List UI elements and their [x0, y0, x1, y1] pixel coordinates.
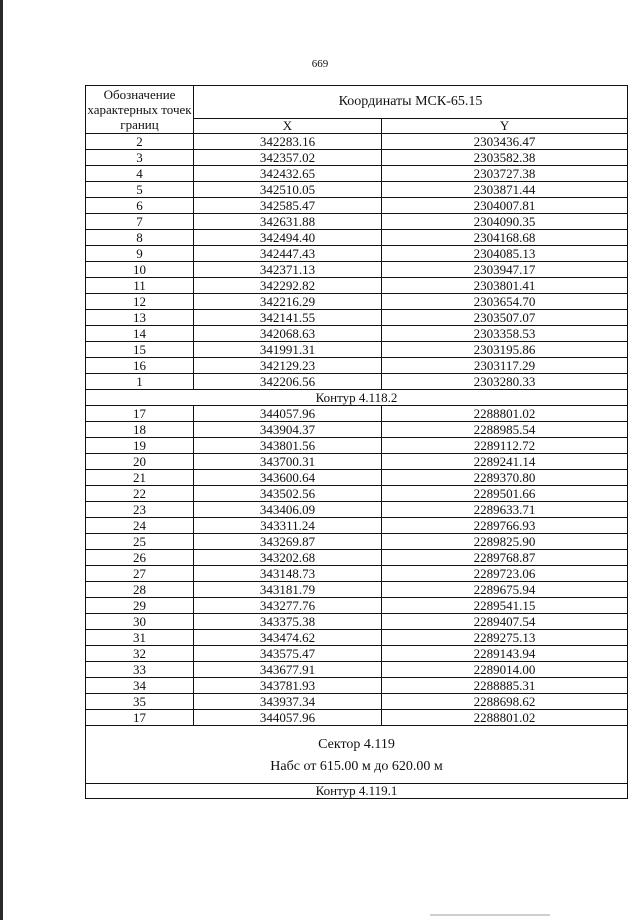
point-number-cell: 8 [86, 230, 194, 246]
point-number-cell: 32 [86, 646, 194, 662]
table-row [86, 214, 628, 230]
point-number-cell: 12 [86, 294, 194, 310]
x-coordinate-cell: 342292.82 [194, 278, 382, 294]
y-coordinate-cell: 2303280.33 [382, 374, 628, 390]
table-row [86, 278, 628, 294]
sector-row [86, 726, 628, 784]
sector-height-range: Набс от 615.00 м до 620.00 м [270, 759, 443, 774]
x-coordinate-cell: 342357.02 [194, 150, 382, 166]
y-coordinate-cell: 2304085.13 [382, 246, 628, 262]
page-number: 669 [311, 58, 329, 70]
scan-artifact [430, 914, 550, 916]
point-number-cell: 31 [86, 630, 194, 646]
table-row [86, 694, 628, 710]
x-coordinate-cell: 343311.24 [194, 518, 382, 534]
x-coordinate-cell: 343148.73 [194, 566, 382, 582]
x-coordinate-cell: 343202.68 [194, 550, 382, 566]
y-column-header: Y [382, 119, 628, 134]
x-coordinate-cell: 343269.87 [194, 534, 382, 550]
table-row [86, 294, 628, 310]
table-row [86, 710, 628, 726]
y-coordinate-cell: 2303654.70 [382, 294, 628, 310]
coordinates-table-body [86, 86, 628, 799]
point-number-cell: 33 [86, 662, 194, 678]
x-coordinate-cell: 343277.76 [194, 598, 382, 614]
y-coordinate-cell: 2303117.29 [382, 358, 628, 374]
y-coordinate-cell: 2289766.93 [382, 518, 628, 534]
table-row [86, 422, 628, 438]
point-number-cell: 30 [86, 614, 194, 630]
point-number-cell: 20 [86, 454, 194, 470]
point-number-cell: 17 [86, 710, 194, 726]
point-number-cell: 10 [86, 262, 194, 278]
y-coordinate-cell: 2289407.54 [382, 614, 628, 630]
x-coordinate-cell: 342585.47 [194, 198, 382, 214]
contour-label-last-row [86, 784, 628, 799]
table-row [86, 166, 628, 182]
y-coordinate-cell: 2288801.02 [382, 710, 628, 726]
header-row-title [86, 86, 628, 119]
point-number-cell: 24 [86, 518, 194, 534]
y-coordinate-cell: 2289241.14 [382, 454, 628, 470]
y-coordinate-cell: 2289768.87 [382, 550, 628, 566]
contour-label: Контур 4.118.2 [86, 390, 628, 406]
table-row [86, 486, 628, 502]
x-coordinate-cell: 342494.40 [194, 230, 382, 246]
x-coordinate-cell: 343181.79 [194, 582, 382, 598]
x-coordinate-cell: 342216.29 [194, 294, 382, 310]
table-row [86, 358, 628, 374]
point-number-cell: 11 [86, 278, 194, 294]
table-row [86, 134, 628, 150]
x-coordinate-cell: 344057.96 [194, 406, 382, 422]
y-coordinate-cell: 2289112.72 [382, 438, 628, 454]
table-row [86, 342, 628, 358]
y-coordinate-cell: 2289370.80 [382, 470, 628, 486]
x-coordinate-cell: 344057.96 [194, 710, 382, 726]
table-row [86, 518, 628, 534]
point-number-cell: 35 [86, 694, 194, 710]
point-number-cell: 29 [86, 598, 194, 614]
point-number-cell: 1 [86, 374, 194, 390]
point-number-cell: 25 [86, 534, 194, 550]
point-number-cell: 3 [86, 150, 194, 166]
point-number-cell: 21 [86, 470, 194, 486]
y-coordinate-cell: 2304007.81 [382, 198, 628, 214]
point-number-cell: 7 [86, 214, 194, 230]
point-number-cell: 34 [86, 678, 194, 694]
table-row [86, 614, 628, 630]
x-coordinate-cell: 342283.16 [194, 134, 382, 150]
point-number-cell: 15 [86, 342, 194, 358]
y-coordinate-cell: 2289675.94 [382, 582, 628, 598]
point-number-cell: 18 [86, 422, 194, 438]
x-coordinate-cell: 343600.64 [194, 470, 382, 486]
x-coordinate-cell: 342371.13 [194, 262, 382, 278]
point-number-cell: 26 [86, 550, 194, 566]
point-label-header: Обозначение характерных точек границ [87, 87, 192, 132]
point-number-cell: 2 [86, 134, 194, 150]
table-row [86, 646, 628, 662]
y-coordinate-cell: 2289275.13 [382, 630, 628, 646]
y-coordinate-cell: 2289014.00 [382, 662, 628, 678]
point-number-cell: 13 [86, 310, 194, 326]
table-row [86, 230, 628, 246]
y-coordinate-cell: 2303871.44 [382, 182, 628, 198]
sector-cell [86, 726, 628, 784]
point-number-cell: 6 [86, 198, 194, 214]
y-coordinate-cell: 2303358.53 [382, 326, 628, 342]
y-coordinate-cell: 2289723.06 [382, 566, 628, 582]
x-coordinate-cell: 343677.91 [194, 662, 382, 678]
y-coordinate-cell: 2289633.71 [382, 502, 628, 518]
point-number-cell: 23 [86, 502, 194, 518]
table-row [86, 150, 628, 166]
y-coordinate-cell: 2289541.15 [382, 598, 628, 614]
x-coordinate-cell: 343700.31 [194, 454, 382, 470]
y-coordinate-cell: 2303195.86 [382, 342, 628, 358]
x-coordinate-cell: 343801.56 [194, 438, 382, 454]
table-row [86, 662, 628, 678]
table-row [86, 262, 628, 278]
point-number-cell: 19 [86, 438, 194, 454]
y-coordinate-cell: 2303582.38 [382, 150, 628, 166]
y-coordinate-cell: 2303436.47 [382, 134, 628, 150]
table-row [86, 502, 628, 518]
point-number-cell: 17 [86, 406, 194, 422]
y-coordinate-cell: 2288801.02 [382, 406, 628, 422]
x-coordinate-cell: 342631.88 [194, 214, 382, 230]
table-row [86, 454, 628, 470]
table-row [86, 678, 628, 694]
x-coordinate-cell: 343502.56 [194, 486, 382, 502]
table-row [86, 182, 628, 198]
x-coordinate-cell: 343375.38 [194, 614, 382, 630]
x-coordinate-cell: 341991.31 [194, 342, 382, 358]
x-coordinate-cell: 343575.47 [194, 646, 382, 662]
y-coordinate-cell: 2304168.68 [382, 230, 628, 246]
table-row [86, 582, 628, 598]
x-coordinate-cell: 342432.65 [194, 166, 382, 182]
point-number-cell: 27 [86, 566, 194, 582]
table-row [86, 246, 628, 262]
y-coordinate-cell: 2303727.38 [382, 166, 628, 182]
table-row [86, 630, 628, 646]
y-coordinate-cell: 2288698.62 [382, 694, 628, 710]
y-coordinate-cell: 2289501.66 [382, 486, 628, 502]
x-column-header: X [194, 119, 382, 134]
x-coordinate-cell: 343904.37 [194, 422, 382, 438]
y-coordinate-cell: 2289825.90 [382, 534, 628, 550]
table-row [86, 534, 628, 550]
table-row [86, 550, 628, 566]
table-row [86, 566, 628, 582]
contour-label-row [86, 390, 628, 406]
x-coordinate-cell: 342510.05 [194, 182, 382, 198]
point-number-cell: 22 [86, 486, 194, 502]
y-coordinate-cell: 2304090.35 [382, 214, 628, 230]
y-coordinate-cell: 2289143.94 [382, 646, 628, 662]
y-coordinate-cell: 2303507.07 [382, 310, 628, 326]
y-coordinate-cell: 2303947.17 [382, 262, 628, 278]
y-coordinate-cell: 2288885.31 [382, 678, 628, 694]
x-coordinate-cell: 342129.23 [194, 358, 382, 374]
coordinates-table [85, 85, 628, 799]
point-number-cell: 16 [86, 358, 194, 374]
point-number-cell: 14 [86, 326, 194, 342]
table-row [86, 470, 628, 486]
point-number-cell: 4 [86, 166, 194, 182]
x-coordinate-cell: 343406.09 [194, 502, 382, 518]
table-row [86, 310, 628, 326]
coords-title-header: Координаты МСК-65.15 [194, 86, 628, 119]
table-row [86, 598, 628, 614]
y-coordinate-cell: 2288985.54 [382, 422, 628, 438]
contour-label-last: Контур 4.119.1 [86, 784, 628, 799]
x-coordinate-cell: 342068.63 [194, 326, 382, 342]
point-number-cell: 28 [86, 582, 194, 598]
table-row [86, 198, 628, 214]
x-coordinate-cell: 342206.56 [194, 374, 382, 390]
x-coordinate-cell: 342447.43 [194, 246, 382, 262]
table-row [86, 374, 628, 390]
table-row [86, 406, 628, 422]
y-coordinate-cell: 2303801.41 [382, 278, 628, 294]
scan-page-edge [0, 0, 3, 920]
sector-title: Сектор 4.119 [318, 737, 395, 752]
point-number-cell: 9 [86, 246, 194, 262]
x-coordinate-cell: 343474.62 [194, 630, 382, 646]
point-number-cell: 5 [86, 182, 194, 198]
x-coordinate-cell: 343937.34 [194, 694, 382, 710]
x-coordinate-cell: 342141.55 [194, 310, 382, 326]
x-coordinate-cell: 343781.93 [194, 678, 382, 694]
table-row [86, 438, 628, 454]
table-row [86, 326, 628, 342]
